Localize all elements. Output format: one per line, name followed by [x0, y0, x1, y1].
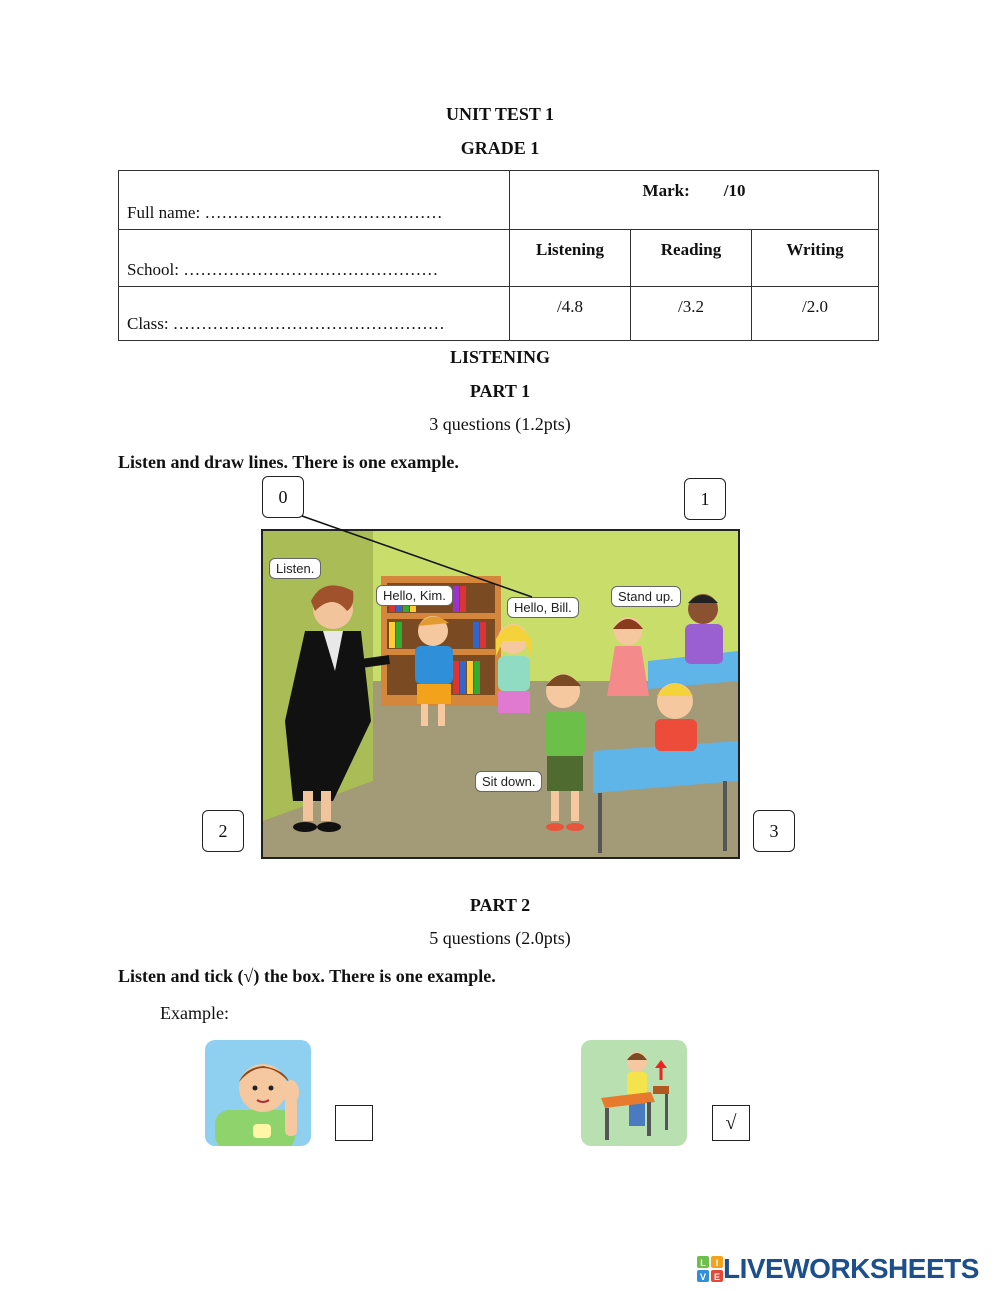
answer-box-3[interactable]: 3 [753, 810, 795, 852]
liveworksheets-logo [697, 1254, 979, 1284]
part2-instruction: Listen and tick (√) the box. There is one example. [118, 966, 496, 986]
mark-cell: Mark: /10 [510, 171, 879, 230]
writing-score: /2.0 [752, 287, 879, 341]
listening-title: LISTENING [449, 347, 551, 367]
answer-box-0[interactable]: 0 [262, 476, 304, 518]
school-field[interactable]: School: ……………………………………… [119, 230, 510, 287]
logo-letter-e: E [713, 1272, 721, 1282]
part1-subtitle: 3 questions (1.2pts) [429, 414, 571, 434]
part1-instruction: Listen and draw lines. There is one example. [118, 452, 459, 472]
reading-score: /3.2 [631, 287, 752, 341]
logo-letter-l: L [700, 1258, 706, 1268]
class-field[interactable]: Class: ………………………………………… [119, 287, 510, 341]
answer-box-2[interactable]: 2 [202, 810, 244, 852]
tick-box-1[interactable] [335, 1105, 373, 1141]
speech-bubble-sit-down: Sit down. [475, 771, 542, 792]
logo-letter-v: V [699, 1272, 707, 1282]
liveworksheets-logo-icon [697, 1256, 723, 1282]
test-title: UNIT TEST 1 [445, 104, 555, 124]
speech-bubble-listen: Listen. [269, 558, 321, 579]
speech-bubble-hello-bill: Hello, Bill. [507, 597, 579, 618]
part2-subtitle: 5 questions (2.0pts) [429, 928, 571, 948]
tick-box-2[interactable]: √ [712, 1105, 750, 1141]
example-label: Example: [160, 1003, 229, 1023]
part1-title: PART 1 [469, 381, 531, 401]
listening-score: /4.8 [510, 287, 631, 341]
listening-header: Listening [510, 230, 631, 287]
answer-box-1[interactable]: 1 [684, 478, 726, 520]
speech-bubble-stand-up: Stand up. [611, 586, 681, 607]
listening-boy-image [205, 1040, 311, 1146]
logo-text: LIVEWORKSHEETS [723, 1253, 979, 1284]
stand-up-boy-illustration [581, 1040, 687, 1146]
grade-title: GRADE 1 [460, 138, 540, 158]
full-name-field[interactable]: Full name: …………………………………… [119, 171, 510, 230]
stand-up-boy-image [581, 1040, 687, 1146]
logo-letter-i: I [715, 1258, 719, 1268]
speech-bubble-hello-kim: Hello, Kim. [376, 585, 453, 606]
reading-header: Reading [631, 230, 752, 287]
part2-title: PART 2 [469, 895, 531, 915]
listening-boy-illustration [205, 1040, 311, 1146]
writing-header: Writing [752, 230, 879, 287]
